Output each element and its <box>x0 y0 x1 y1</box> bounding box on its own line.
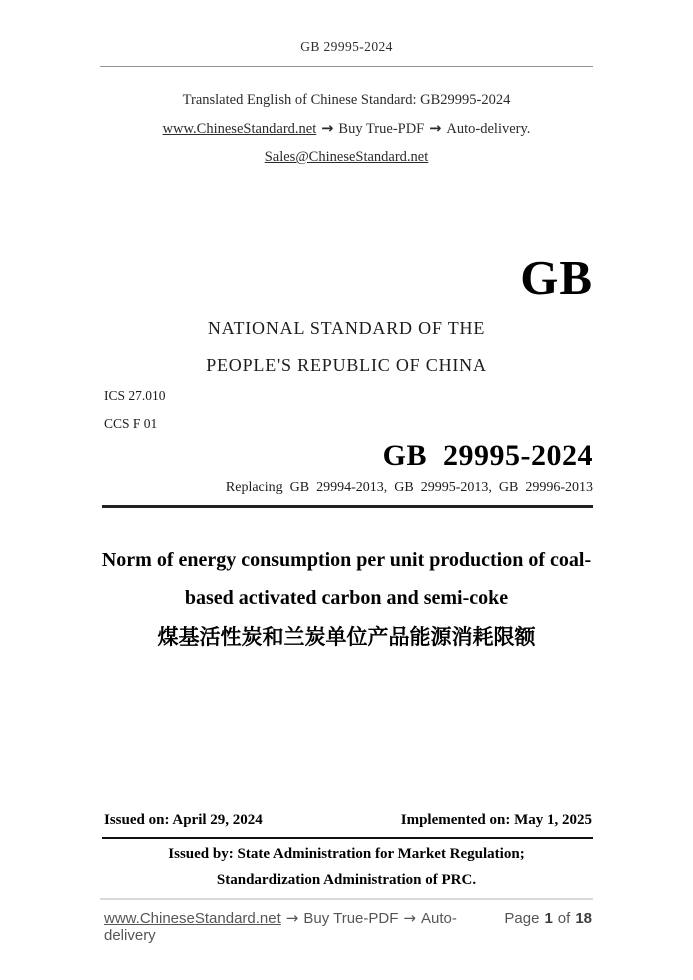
arrow-right-icon: → <box>321 121 334 137</box>
national-standard-line1: NATIONAL STANDARD OF THE <box>207 318 486 338</box>
replacing-line: Replacing GB 29994-2013, GB 29995-2013, GB 29996-2013 <box>225 480 593 495</box>
issued-by-line2: Standardization Administration of PRC. <box>216 872 477 888</box>
translated-standard-line: Translated English of Chinese Standard: GB29995-2024 <box>182 92 511 108</box>
page-indicator <box>504 910 592 927</box>
ccs-code: CCS F 01 <box>104 416 158 431</box>
arrow-right-icon: → <box>285 909 299 927</box>
footer-buy-true-pdf-label: Buy True-PDF <box>303 910 399 927</box>
standard-title-zh: 煤基活性炭和兰炭单位产品能源消耗限额 <box>157 625 536 649</box>
auto-delivery-label: Auto-delivery. <box>446 121 531 137</box>
sales-email-line <box>0 149 693 166</box>
footer-buy-line <box>104 909 504 944</box>
standard-title-en-line1: Norm of energy consumption per unit production of coal- <box>101 549 592 571</box>
buy-true-pdf-label: Buy True-PDF <box>338 121 425 137</box>
sales-email-link[interactable]: Sales@ChineseStandard.net <box>264 149 429 165</box>
issue-dates-row <box>104 812 592 829</box>
national-standard-line2: PEOPLE'S REPUBLIC OF CHINA <box>206 355 487 375</box>
footer-auto-delivery-label: Auto-delivery <box>104 910 457 944</box>
of-label: of <box>557 910 571 927</box>
standard-code: GB 29995-2024 <box>382 439 593 472</box>
ics-code: ICS 27.010 <box>104 388 166 403</box>
chinesestandard-footer-link[interactable]: www.ChineseStandard.net <box>104 910 281 927</box>
issue-divider <box>102 837 593 839</box>
standard-title-en-line2: based activated carbon and semi-coke <box>184 587 509 609</box>
page-total: 18 <box>575 910 592 927</box>
chinesestandard-link[interactable]: www.ChineseStandard.net <box>162 121 317 137</box>
page-number: 1 <box>544 910 553 927</box>
header-divider <box>100 66 593 67</box>
gb-logo: GB <box>520 250 593 305</box>
section-divider <box>102 505 593 508</box>
issued-by-line1: Issued by: State Administration for Market Regulation; <box>168 846 525 862</box>
header-buy-line <box>0 121 693 138</box>
implemented-on-date: Implemented on: May 1, 2025 <box>400 812 592 828</box>
arrow-right-icon: → <box>403 909 416 927</box>
running-header-doc-code: GB 29995-2024 <box>300 39 393 54</box>
issued-on-date: Issued on: April 29, 2024 <box>104 812 263 828</box>
arrow-right-icon: → <box>429 121 442 137</box>
page-label: Page <box>504 910 540 927</box>
footer-divider <box>100 898 593 900</box>
page-footer <box>104 909 592 944</box>
